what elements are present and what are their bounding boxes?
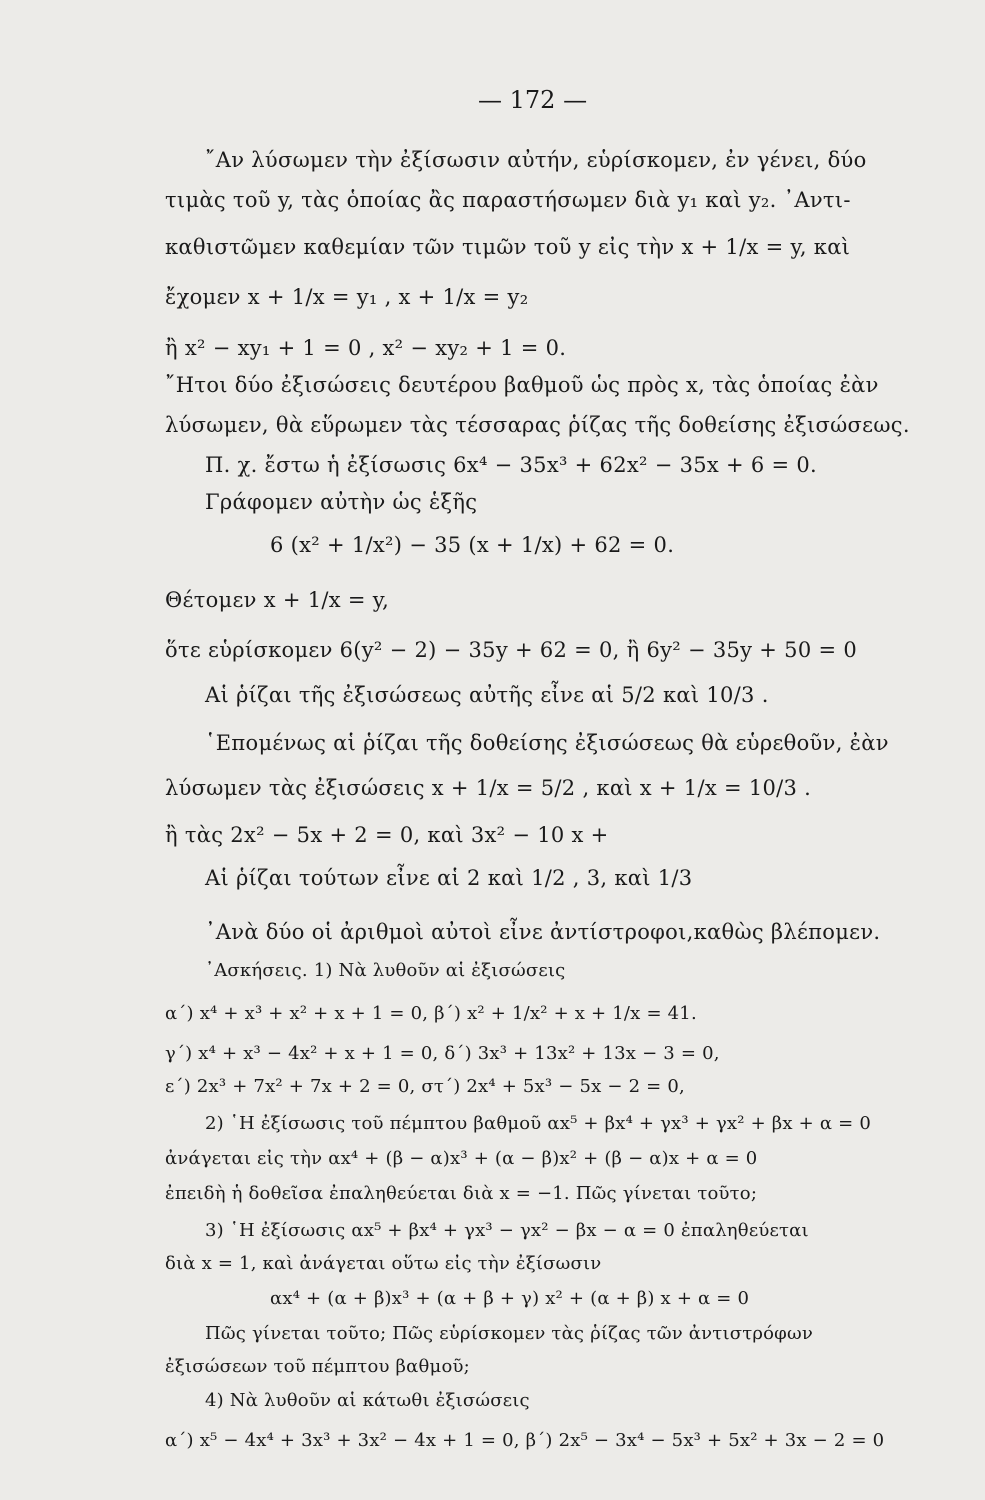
text-line: τιμὰς τοῦ y, τὰς ὁποίας ἂς παραστήσωμεν διὰ y₁ καὶ y₂. ᾿Αντι- [165, 188, 851, 212]
text-line: ᾿Ανὰ δύο οἱ ἀριθμοὶ αὐτοὶ εἶνε ἀντίστροφοι,καθὼς βλέπομεν. [205, 920, 881, 944]
text-line: καθιστῶμεν καθεμίαν τῶν τιμῶν τοῦ y εἰς τὴν x + 1/x = y, καὶ [165, 235, 851, 259]
equation-line: ὅτε εὑρίσκομεν 6(y² − 2) − 35y + 62 = 0, ἢ 6y² − 35y + 50 = 0 [165, 638, 858, 662]
text-line: ῎Αν λύσωμεν τὴν ἐξίσωσιν αὐτήν, εὑρίσκομεν, ἐν γένει, δύο [205, 148, 867, 172]
equation-line: Θέτομεν x + 1/x = y, [165, 588, 390, 612]
text-line: ῾Επομένως αἱ ῥίζαι τῆς δοθείσης ἐξισώσεως θὰ εὑρεθοῦν, ἐὰν [205, 731, 889, 755]
equation-line: ἔχομεν x + 1/x = y₁ , x + 1/x = y₂ [165, 285, 529, 309]
exercise-line: α΄) x⁵ − 4x⁴ + 3x³ + 3x² − 4x + 1 = 0, β΄) 2x⁵ − 3x⁴ − 5x³ + 5x² + 3x − 2 = 0 [165, 1430, 885, 1451]
exercise-line: ἀνάγεται εἰς τὴν αx⁴ + (β − α)x³ + (α − β)x² + (β − α)x + α = 0 [165, 1148, 758, 1169]
exercise-line: α΄) x⁴ + x³ + x² + x + 1 = 0, β΄) x² + 1/x² + x + 1/x = 41. [165, 1003, 697, 1024]
equation-line: ἢ x² − xy₁ + 1 = 0 , x² − xy₂ + 1 = 0. [165, 336, 567, 360]
exercise-line: διὰ x = 1, καὶ ἀνάγεται οὕτω εἰς τὴν ἐξίσωσιν [165, 1253, 602, 1274]
text-line: λύσωμεν, θὰ εὕρωμεν τὰς τέσσαρας ῥίζας τῆς δοθείσης ἐξισώσεως. [165, 413, 910, 437]
equation-line: Π. χ. ἔστω ἡ ἐξίσωσις 6x⁴ − 35x³ + 62x² − 35x + 6 = 0. [205, 453, 818, 477]
exercise-line: ε΄) 2x³ + 7x² + 7x + 2 = 0, στ΄) 2x⁴ + 5x³ − 5x − 2 = 0, [165, 1076, 685, 1097]
equation-line: ἢ τὰς 2x² − 5x + 2 = 0, καὶ 3x² − 10 x + [165, 823, 609, 847]
exercise-line: ἐπειδὴ ἡ δοθεῖσα ἐπαληθεύεται διὰ x = −1. Πῶς γίνεται τοῦτο; [165, 1183, 758, 1204]
exercise-heading: ᾿Ασκήσεις. 1) Νὰ λυθοῦν αἱ ἐξισώσεις [205, 960, 566, 981]
exercise-line: ἐξισώσεων τοῦ πέμπτου βαθμοῦ; [165, 1356, 470, 1377]
equation-line: 6 (x² + 1/x²) − 35 (x + 1/x) + 62 = 0. [270, 533, 675, 557]
text-line: Αἱ ῥίζαι τούτων εἶνε αἱ 2 καὶ 1/2 , 3, καὶ 1/3 [205, 866, 693, 890]
exercise-line: αx⁴ + (α + β)x³ + (α + β + γ) x² + (α + β) x + α = 0 [270, 1288, 750, 1309]
text-line: Αἱ ῥίζαι τῆς ἐξισώσεως αὐτῆς εἶνε αἱ 5/2 καὶ 10/3 . [205, 683, 769, 707]
exercise-line: 3) ῾Η ἐξίσωσις αx⁵ + βx⁴ + γx³ − γx² − βx − α = 0 ἐπαληθεύεται [205, 1220, 809, 1241]
exercise-line: 2) ῾Η ἐξίσωσις τοῦ πέμπτου βαθμοῦ αx⁵ + βx⁴ + γx³ + γx² + βx + α = 0 [205, 1113, 872, 1134]
equation-line: λύσωμεν τὰς ἐξισώσεις x + 1/x = 5/2 , καὶ x + 1/x = 10/3 . [165, 776, 812, 800]
exercise-line: 4) Νὰ λυθοῦν αἱ κάτωθι ἐξισώσεις [205, 1390, 530, 1411]
text-line: Γράφομεν αὐτὴν ὡς ἑξῆς [205, 490, 478, 514]
page-number: — 172 — [478, 86, 588, 114]
text-line: ῎Ητοι δύο ἐξισώσεις δευτέρου βαθμοῦ ὡς πρὸς x, τὰς ὁποίας ἐὰν [165, 373, 879, 397]
exercise-line: γ΄) x⁴ + x³ − 4x² + x + 1 = 0, δ΄) 3x³ + 13x² + 13x − 3 = 0, [165, 1043, 720, 1064]
exercise-line: Πῶς γίνεται τοῦτο; Πῶς εὑρίσκομεν τὰς ῥίζας τῶν ἀντιστρόφων [205, 1323, 813, 1344]
